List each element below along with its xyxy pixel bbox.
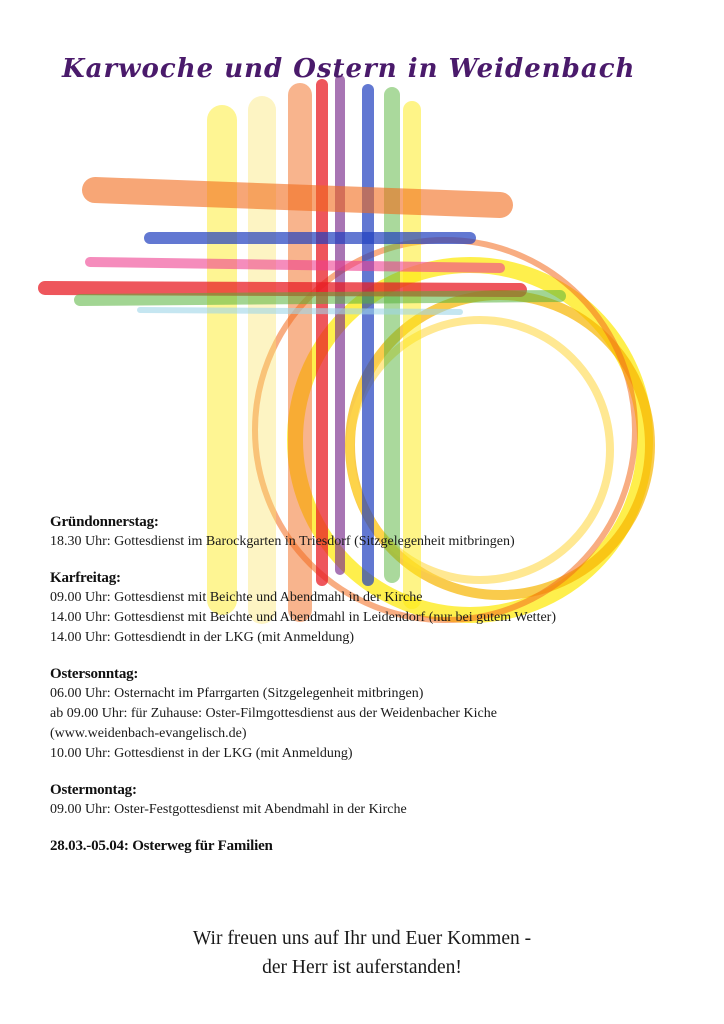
day-title: Ostermontag: <box>50 782 137 798</box>
day-section-ostersonntag <box>50 664 710 764</box>
schedule <box>50 512 710 856</box>
special-event: 28.03.-05.04: Osterweg für Familien <box>50 838 273 854</box>
closing-message <box>0 924 724 982</box>
schedule-entry: 09.00 Uhr: Oster-Festgottesdienst mit Abendmahl in der Kirche <box>50 802 407 817</box>
day-title: Gründonnerstag: <box>50 514 159 530</box>
day-title: Karfreitag: <box>50 570 121 586</box>
orange-horizontal-stroke <box>95 190 500 205</box>
day-section-ostermontag <box>50 780 710 820</box>
schedule-entry: 09.00 Uhr: Gottesdienst mit Beichte und Abendmahl in der Kirche <box>50 590 423 605</box>
green-horizontal-stroke <box>80 296 560 300</box>
schedule-entry: 18.30 Uhr: Gottesdienst im Barockgarten in Triesdorf (Sitzgelegenheit mitbringen) <box>50 534 515 549</box>
schedule-entry: 06.00 Uhr: Osternacht im Pfarrgarten (Sitzgelegenheit mitbringen) <box>50 686 424 701</box>
day-section-karfreitag <box>50 568 710 648</box>
pink-horizontal-stroke <box>90 262 500 268</box>
schedule-entry: 10.00 Uhr: Gottesdienst in der LKG (mit Anmeldung) <box>50 746 353 761</box>
day-title: Ostersonntag: <box>50 666 139 682</box>
schedule-entry: 14.00 Uhr: Gottesdiendt in der LKG (mit Anmeldung) <box>50 630 355 645</box>
page-title: Karwoche und Ostern in Weidenbach <box>62 54 636 84</box>
day-section-gruendonnerstag <box>50 512 710 552</box>
schedule-entry: 14.00 Uhr: Gottesdienst mit Beichte und Abendmahl in Leidendorf (nur bei gutem Wetter) <box>50 610 557 625</box>
closing-line-2: der Herr ist auferstanden! <box>262 957 462 978</box>
schedule-entry: ab 09.00 Uhr: für Zuhause: Oster-Filmgottesdienst aus der Weidenbacher Kiche <box>50 706 497 721</box>
red-horizontal-stroke <box>45 288 520 290</box>
light-blue-horizontal-stroke <box>140 310 460 312</box>
schedule-entry: (www.weidenbach-evangelisch.de) <box>50 726 247 741</box>
closing-line-1: Wir freuen uns auf Ihr und Euer Kommen - <box>192 928 532 949</box>
